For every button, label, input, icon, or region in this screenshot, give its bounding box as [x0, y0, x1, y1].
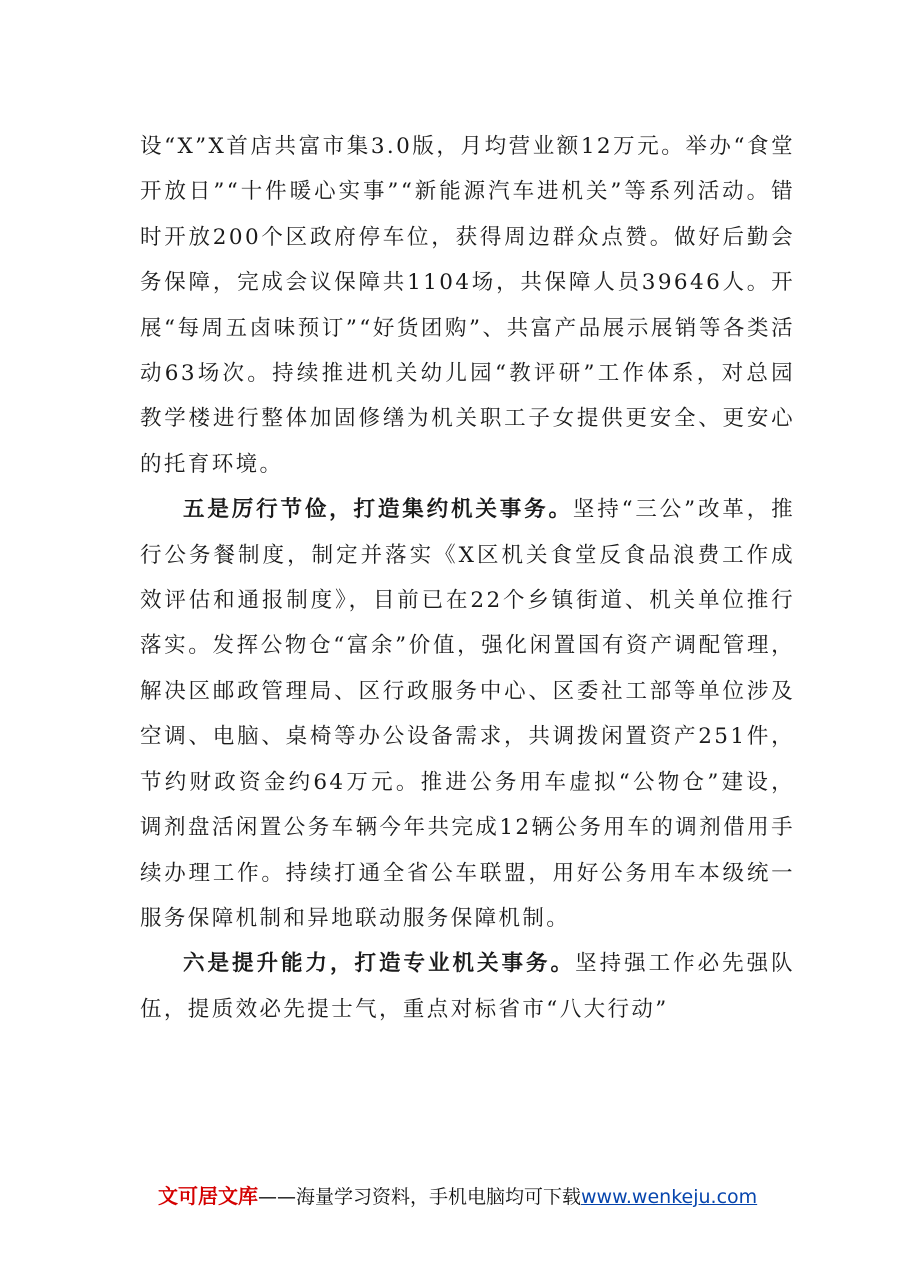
paragraph-text: 坚持强工作必先强队伍，提质效必先提士气，重点对标省市“八大行动”	[140, 951, 795, 1022]
paragraph-section-six	[140, 941, 795, 1032]
section-six-heading: 六是提升能力，打造专业机关事务。	[183, 951, 576, 977]
paragraph-text: 设“X”X首店共富市集3.0版，月均营业额12万元。举办“食堂开放日”“十件暖心实事”“新能源汽车进机关”等系列活动。错时开放200个区政府停车位，获得周边群众点赞。做好后勤会务保障，完成会议保障共1104场，共保障人员39646人。开展“每周五卤味预订”“好货团购”、共富产品展示展销等各类活动63场次。持续推进机关幼儿园“教评研”工作体系，对总园教学楼进行整体加固修缮为机关职工子女提供更安全、更安心的托育环境。	[140, 134, 795, 477]
footer-tagline: ——海量学习资料，手机电脑均可下载	[258, 1186, 582, 1208]
footer-brand: 文可居文库	[158, 1184, 258, 1208]
paragraph-section-five	[140, 487, 795, 941]
section-five-heading: 五是厉行节俭，打造集约机关事务。	[183, 497, 573, 523]
document-body	[140, 124, 795, 1032]
paragraph-continued	[140, 124, 795, 487]
footer-website-link[interactable]: www.wenkeju.com	[581, 1186, 758, 1208]
page-footer	[158, 1182, 798, 1210]
paragraph-text: 坚持“三公”改革，推行公务餐制度，制定并落实《X区机关食堂反食品浪费工作成效评估和通报制度》，目前已在22个乡镇街道、机关单位推行落实。发挥公物仓“富余”价值，强化闲置国有资产调配管理，解决区邮政管理局、区行政服务中心、区委社工部等单位涉及空调、电脑、桌椅等办公设备需求，共调拨闲置资产251件，节约财政资金约64万元。推进公务用车虚拟“公物仓”建设，调剂盘活闲置公务车辆今年共完成12辆公务用车的调剂借用手续办理工作。持续打通全省公车联盟，用好公务用车本级统一服务保障机制和异地联动服务保障机制。	[140, 497, 796, 931]
